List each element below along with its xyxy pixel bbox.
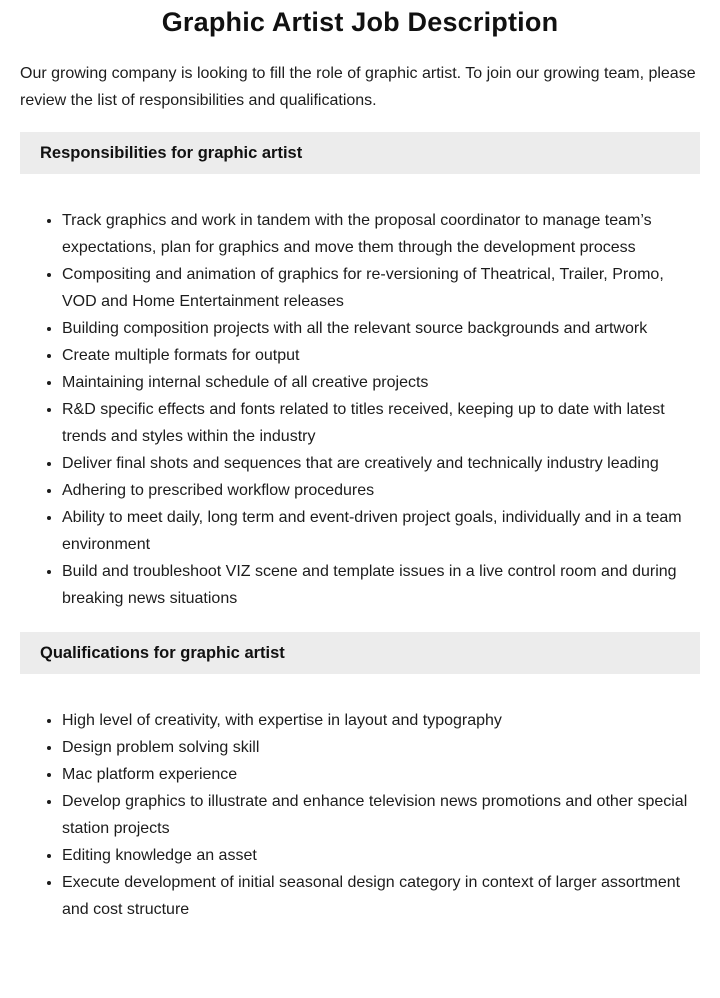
list-item: • Build and troubleshoot VIZ scene and template issues in a live control room and during breaking news situations (62, 558, 700, 612)
list-item: • High level of creativity, with expertise in layout and typography (62, 707, 700, 734)
list-item: • Ability to meet daily, long term and event-driven project goals, individually and in a team environment (62, 504, 700, 558)
responsibilities-section-heading: Responsibilities for graphic artist (20, 132, 700, 174)
intro-paragraph: Our growing company is looking to fill the role of graphic artist. To join our growing team, please review the list of responsibilities and qualifications. (20, 64, 696, 109)
list-item: • Execute development of initial seasonal design category in context of larger assortment and cost structure (62, 869, 700, 923)
list-item: • R&D specific effects and fonts related to titles received, keeping up to date with latest trends and styles within the industry (62, 396, 700, 450)
list-item: • Develop graphics to illustrate and enhance television news promotions and other special station projects (62, 788, 700, 842)
job-description-document (0, 6, 720, 971)
qualifications-section-heading: Qualifications for graphic artist (20, 632, 700, 674)
list-item: • Create multiple formats for output (62, 342, 700, 369)
qualifications-list (20, 707, 700, 923)
list-item: • Adhering to prescribed workflow procedures (62, 477, 700, 504)
list-item: • Track graphics and work in tandem with the proposal coordinator to manage team’s expectations, plan for graphics and move them through the development process (62, 207, 700, 261)
list-item: • Deliver final shots and sequences that are creatively and technically industry leading (62, 450, 700, 477)
responsibilities-list (20, 207, 700, 612)
list-item: • Maintaining internal schedule of all creative projects (62, 369, 700, 396)
responsibilities-section (0, 132, 720, 612)
list-item: • Editing knowledge an asset (62, 842, 700, 869)
list-item: • Building composition projects with all the relevant source backgrounds and artwork (62, 315, 700, 342)
page-title: Graphic Artist Job Description (161, 7, 559, 37)
list-item: • Compositing and animation of graphics for re-versioning of Theatrical, Trailer, Promo, VOD and Home Entertainment releases (62, 261, 700, 315)
qualifications-section (0, 632, 720, 923)
list-item: • Mac platform experience (62, 761, 700, 788)
list-item: • Design problem solving skill (62, 734, 700, 761)
